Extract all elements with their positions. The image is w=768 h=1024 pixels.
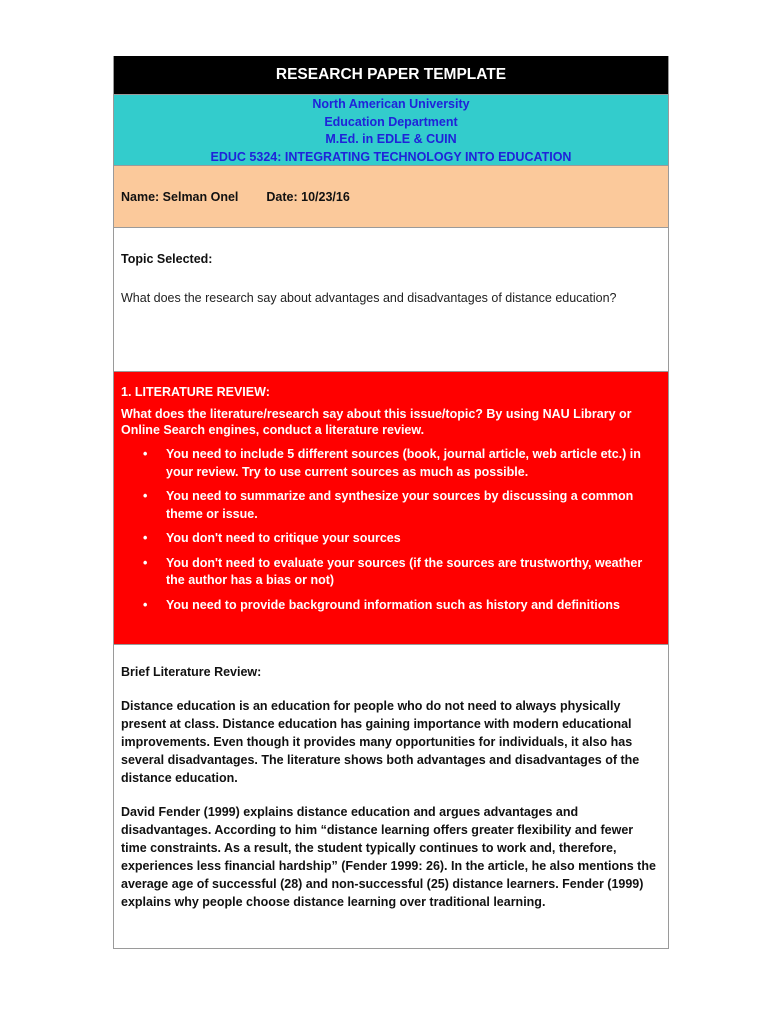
list-item: • You need to summarize and synthesize your sources by discussing a common theme or issue. xyxy=(143,489,634,521)
topic-question: What does the research say about advantages and disadvantages of distance education? xyxy=(121,291,617,305)
program-name: M.Ed. in EDLE & CUIN xyxy=(325,132,457,146)
course-name: EDUC 5324: INTEGRATING TECHNOLOGY INTO EDUCATION xyxy=(210,149,572,164)
review-paragraph: David Fender (1999) explains distance education and argues advantages and disadvantages. According to him “distance learning offers greater flexibility and fewer time constraints. As a result, the student typically continues to work and, therefore, experiences less financial hardship” (Fender 1999: 26). In the article, he also mentions the average age of successful (28) and non-successful (25) distance learners. Fender (1999) explains why people choose distance learning over traditional learning. xyxy=(121,805,656,909)
literature-review-heading: 1. LITERATURE REVIEW: xyxy=(121,385,270,399)
bullet-icon: • xyxy=(143,447,148,461)
list-item: • You need to include 5 different sources (book, journal article, web article etc.) in your review. Try to use current sources as much as possible. xyxy=(143,447,641,479)
institution-header xyxy=(114,94,668,165)
list-item: • You don't need to evaluate your sources (if the sources are trustworthy, weather the author has a bias or not) xyxy=(143,555,643,587)
student-name: Name: Selman Onel xyxy=(121,190,239,204)
review-paragraph: Distance education is an education for people who do not need to always physically present at class. Distance education has gaining importance with modern educational improvements. Even though it provides many opportunities for individuals, it also has several disadvantages. The literature shows both advantages and disadvantages of the distance education. xyxy=(121,699,640,785)
requirements-list xyxy=(121,446,661,614)
department-name: Education Department xyxy=(324,114,458,129)
topic-section xyxy=(114,227,668,371)
university-name: North American University xyxy=(312,97,470,111)
student-info xyxy=(114,165,668,227)
template-title: RESEARCH PAPER TEMPLATE xyxy=(114,56,668,94)
bullet-icon: • xyxy=(143,531,148,545)
literature-review-section xyxy=(114,371,668,644)
list-item: • You need to provide background information such as history and definitions xyxy=(121,597,661,615)
bullet-icon: • xyxy=(143,597,148,612)
brief-review-heading: Brief Literature Review: xyxy=(121,665,262,679)
research-paper-template xyxy=(113,56,669,949)
submission-date: Date: 10/23/16 xyxy=(266,190,350,204)
bullet-icon: • xyxy=(143,489,148,503)
topic-heading: Topic Selected: xyxy=(121,252,213,266)
brief-review-section xyxy=(114,644,668,948)
literature-review-intro: What does the literature/research say about this issue/topic? By using NAU Library or Online Search engines, conduct a literature review. xyxy=(121,407,632,437)
list-item: • You don't need to critique your sources xyxy=(121,530,661,548)
bullet-icon: • xyxy=(143,555,148,570)
